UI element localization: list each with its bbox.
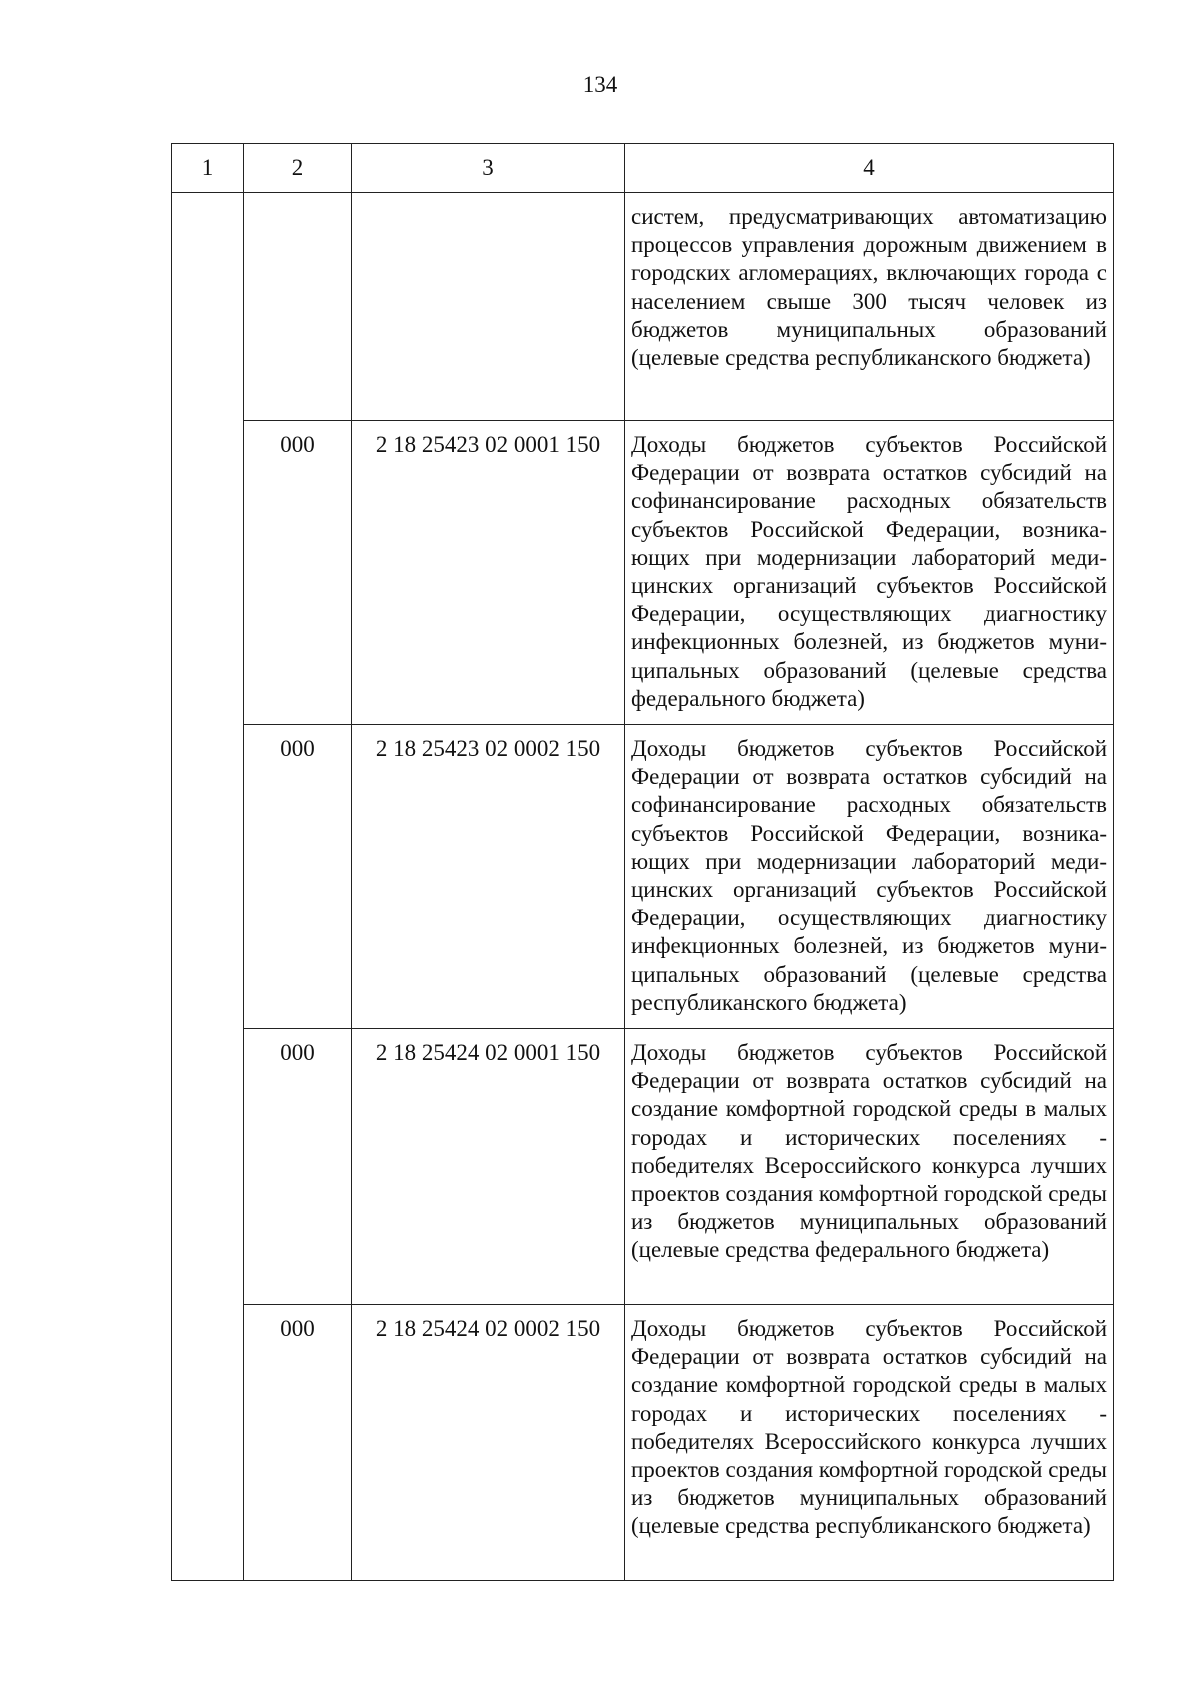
admin-code-cell: 000 — [244, 725, 352, 1029]
kbk-code-cell: 2 18 25423 02 0002 150 — [352, 725, 625, 1029]
column-header-1: 1 — [172, 144, 244, 193]
page-number: 134 — [582, 72, 618, 97]
admin-code-cell: 000 — [244, 1305, 352, 1581]
table-header-row — [172, 144, 1114, 193]
column-header-4: 4 — [625, 144, 1114, 193]
kbk-code-cell-empty — [352, 193, 625, 421]
description-cell: Доходы бюджетов субъектов Российской Федерации от возврата остатков субсидий на создание комфортной городской среды в малых городах и исторических поселениях - победителях Всероссийского конкурса лучших проектов создания комфортной городской среды из бюджетов муниципальных образований (целевые средства республиканского бюджета) — [625, 1305, 1114, 1581]
table-row-continuation — [172, 193, 1114, 421]
admin-code-cell: 000 — [244, 421, 352, 725]
table-row — [172, 1029, 1114, 1305]
admin-code-cell-empty — [244, 193, 352, 421]
column-1-merged-cell — [172, 193, 244, 1581]
table-row — [172, 421, 1114, 725]
column-header-2: 2 — [244, 144, 352, 193]
kbk-code-cell: 2 18 25424 02 0002 150 — [352, 1305, 625, 1581]
description-cell: Доходы бюджетов субъектов Российской Федерации от возврата остатков субсидий на создание комфортной городской среды в малых городах и исторических поселениях - победителях Всероссийского конкурса лучших проектов создания комфортной городской среды из бюджетов муниципальных образований (целевые средства федерального бюджета) — [625, 1029, 1114, 1305]
budget-classification-table — [171, 143, 1114, 1581]
description-cell: Доходы бюджетов субъектов Российской Федерации от возврата остатков субсидий на софинансирование расходных обязательств субъектов Российской Федерации, возникающих при модернизации лабораторий медицинских организаций субъектов Российской Федерации, осуществляющих диагностику инфекционных болезней, из бюджетов муниципальных образований (целевые средства республиканского бюджета) — [625, 725, 1114, 1029]
admin-code-cell: 000 — [244, 1029, 352, 1305]
table-row — [172, 1305, 1114, 1581]
column-header-3: 3 — [352, 144, 625, 193]
description-cell: Доходы бюджетов субъектов Российской Федерации от возврата остатков субсидий на софинансирование расходных обязательств субъектов Российской Федерации, возникающих при модернизации лабораторий медицинских организаций субъектов Российской Федерации, осуществляющих диагностику инфекционных болезней, из бюджетов муниципальных образований (целевые средства федерального бюджета) — [625, 421, 1114, 725]
kbk-code-cell: 2 18 25424 02 0001 150 — [352, 1029, 625, 1305]
table-row — [172, 725, 1114, 1029]
kbk-code-cell: 2 18 25423 02 0001 150 — [352, 421, 625, 725]
description-cell-continuation: систем, предусматривающих автоматизацию процессов управления дорожным движением в городских агломерациях, включающих города с населением свыше 300 тысяч человек из бюджетов муниципальных образований (целевые средства республиканского бюджета) — [625, 193, 1114, 421]
